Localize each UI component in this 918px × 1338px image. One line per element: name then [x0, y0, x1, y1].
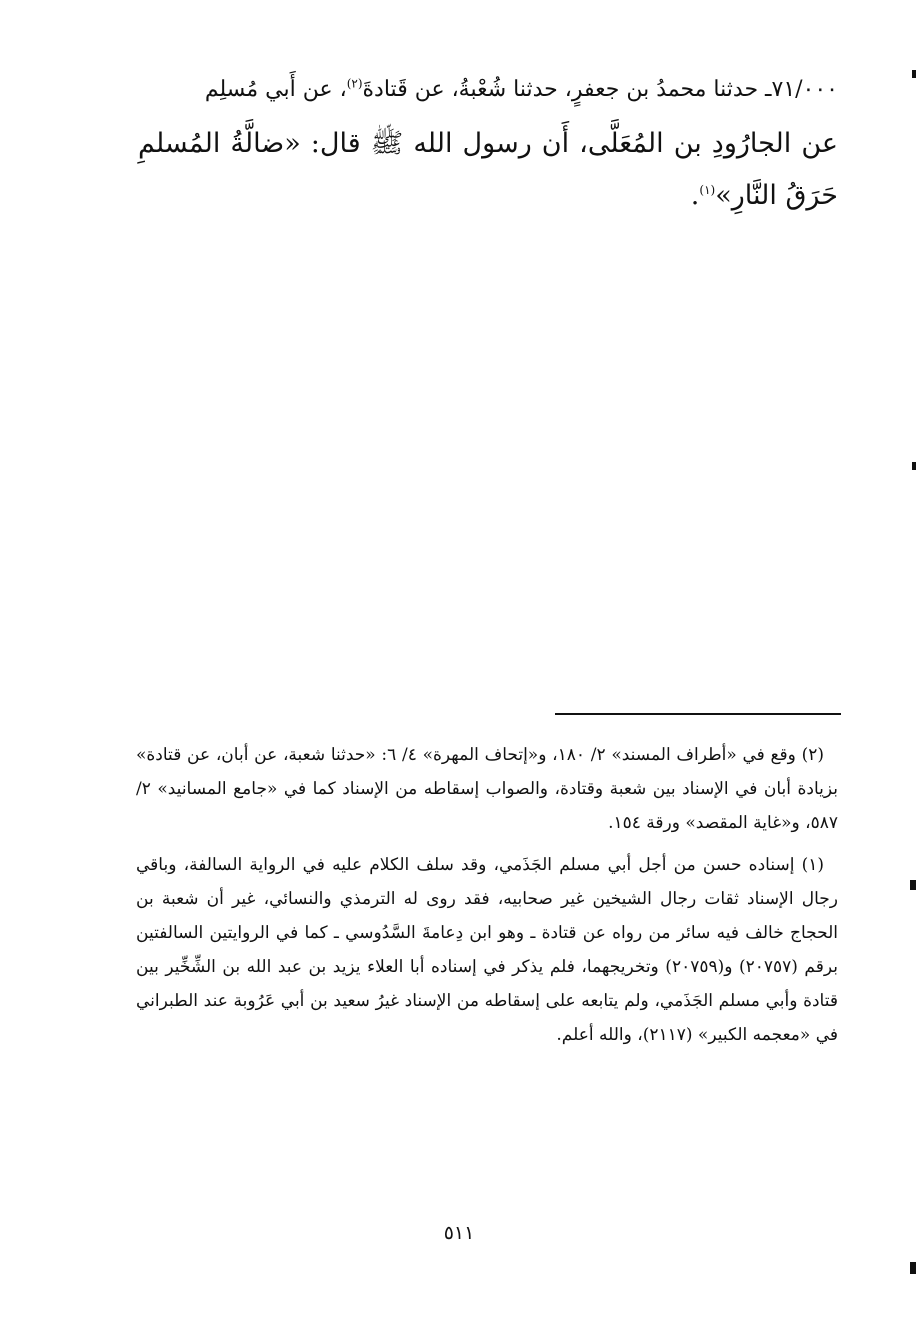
page-number: ٥١١ — [443, 1222, 475, 1244]
footnote-ref-1: (١) — [699, 183, 716, 197]
isnad-end-text: ، عن أَبي مُسلِم — [204, 77, 347, 102]
page-edge-mark — [910, 1262, 916, 1274]
page-edge-mark — [910, 880, 916, 890]
matn-text: عن الجارُودِ بن المُعَلَّى، أَن رسول الله ﷺ قال: «ضالَّةُ المُسلمِ حَرَقُ النَّارِ» — [138, 128, 838, 211]
footnotes — [136, 738, 838, 1060]
footnote-2: (٢) وقع في «أطراف المسند» ٢/ ١٨٠، و«إتحاف المهرة» ٤/ ٦: «حدثنا شعبة، عن أبان، عن قتادة» بزيادة أبان في الإسناد بين شعبة وقتادة، والصواب إسقاطه من الإسناد كما في «جامع المسانيد» ٢/ ٥٨٧، و«غاية المقصد» ورقة ١٥٤. — [136, 745, 838, 833]
hadith-matn — [138, 118, 838, 222]
isnad-text: ٧١/٠٠٠ـ حدثنا محمدُ بن جعفرٍ، حدثنا شُعْبةُ، عن قَتادةَ — [362, 77, 838, 102]
footnote-separator — [555, 713, 841, 715]
page-edge-mark — [912, 462, 916, 470]
matn-end-text: . — [690, 180, 700, 211]
hadith-text — [138, 70, 838, 222]
page-edge-mark — [912, 70, 916, 78]
footnote-1: (١) إسناده حسن من أجل أبي مسلم الجَذَمي، وقد سلف الكلام عليه في الرواية السالفة، وباقي رجال الإسناد ثقات رجال الشيخين غير صحابيه، فقد روى له الترمذي والنسائي، غير أن شعبة بن الحجاج خالف فيه سائر من رواه عن قتادة ـ وهو ابن دِعامةَ السَّدُوسي ـ كما في الروايتين السالفتين برقم (٢٠٧٥٧) و(٢٠٧٥٩) وتخريجهما، فلم يذكر في إسناده أبا العلاء يزيد بن عبد الله بن الشِّخِّير بين قتادة وأبي مسلم الجَذَمي، ولم يتابعه على إسقاطه من الإسناد غيرُ سعيد بن أبي عَرُوبة عند الطبراني في «معجمه الكبير» (٢١١٧)، والله أعلم. — [136, 855, 838, 1045]
hadith-isnad — [138, 70, 838, 110]
footnote-ref-2: (٢) — [346, 76, 363, 91]
